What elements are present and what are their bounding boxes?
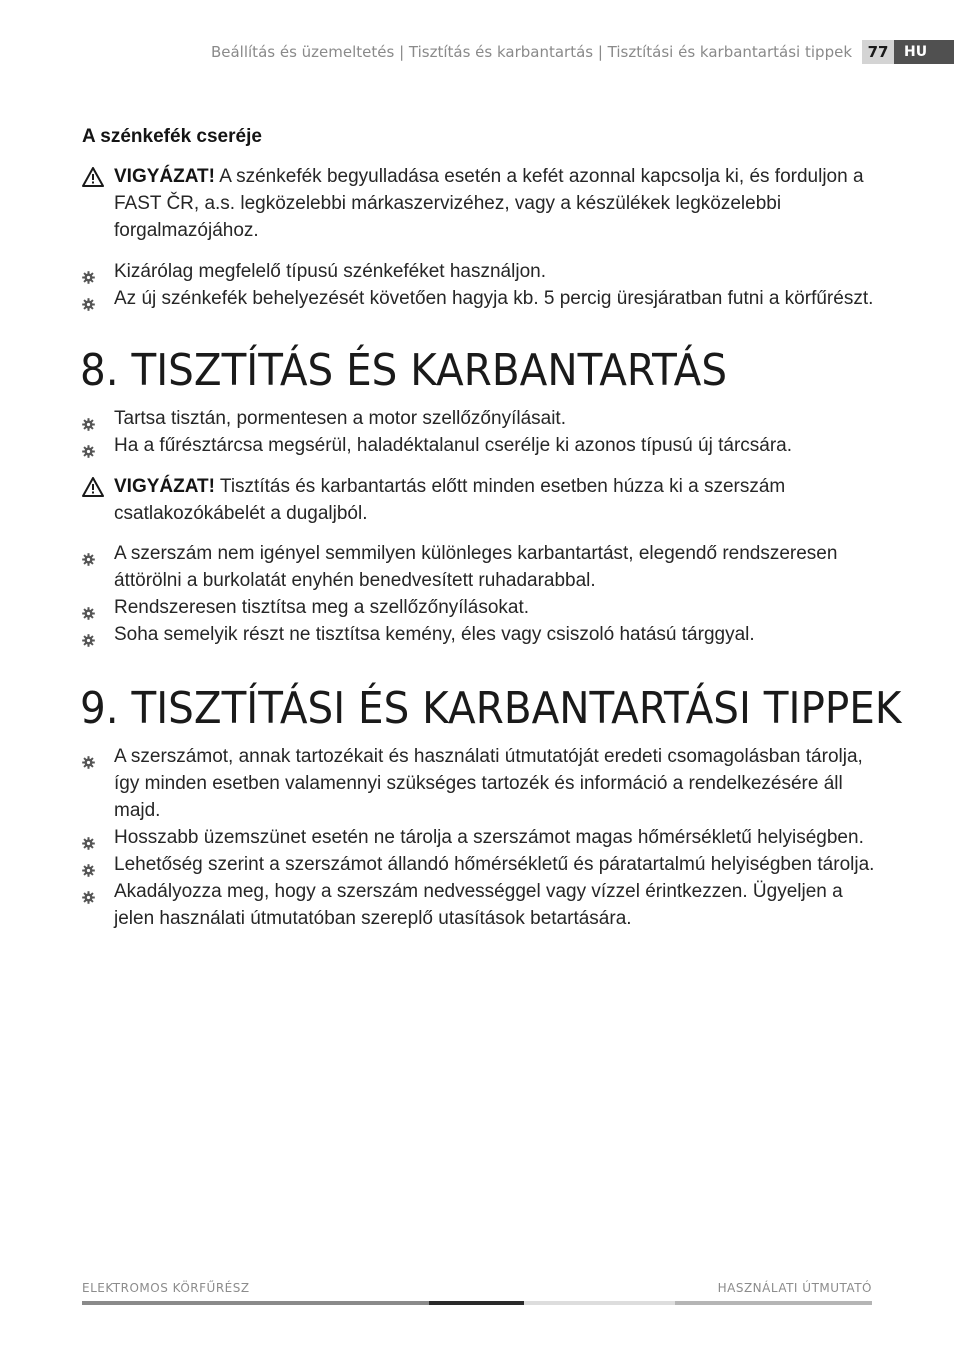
section-8-list-a <box>82 405 882 459</box>
gear-bullet-icon <box>82 885 95 898</box>
gear-bullet-icon <box>82 628 95 641</box>
section-8-list-b <box>82 540 882 648</box>
footer-manual-label: HASZNÁLATI ÚTMUTATÓ <box>717 1281 872 1295</box>
list-item-text: Kizárólag megfelelő típusú szénkeféket használjon. <box>114 261 546 282</box>
list-item-text: Rendszeresen tisztítsa meg a szellőzőnyílásokat. <box>114 597 530 618</box>
list-item-text: Tartsa tisztán, pormentesen a motor szellőzőnyílásait. <box>114 408 566 429</box>
list-item-text: Akadályozza meg, hogy a szerszám nedvességgel vagy vízzel érintkezzen. Ügyeljen a jelen használati útmutatóban szereplő utasítások betartására. <box>114 881 843 929</box>
list-item <box>82 405 882 432</box>
list-item <box>82 432 882 459</box>
list-item <box>82 851 882 878</box>
warning-word: VIGYÁZAT! <box>114 476 215 497</box>
list-item <box>82 285 882 312</box>
gear-bullet-icon <box>82 858 95 871</box>
warning-word: VIGYÁZAT! <box>114 166 215 187</box>
list-item <box>82 594 882 621</box>
list-item-text: Soha semelyik részt ne tisztítsa kemény, éles vagy csiszoló hatású tárggyal. <box>114 624 755 645</box>
gear-bullet-icon <box>82 601 95 614</box>
page-number: 77 <box>862 40 894 64</box>
gear-bullet-icon <box>82 547 95 560</box>
footer-bar-segment <box>675 1301 872 1305</box>
warning-carbon-brush <box>82 163 872 244</box>
list-item <box>82 540 882 594</box>
list-item <box>82 258 882 285</box>
list-item-text: Ha a fűrésztárcsa megsérül, haladéktalanul cserélje ki azonos típusú új tárcsára. <box>114 435 793 456</box>
gear-bullet-icon <box>82 439 95 452</box>
gear-bullet-icon <box>82 412 95 425</box>
language-badge: HU <box>894 40 954 64</box>
warning-text: Tisztítás és karbantartás előtt minden esetben húzza ki a szerszám csatlakozókábelét a dugaljból. <box>114 476 786 524</box>
footer-bar-segment <box>524 1301 675 1305</box>
warning-triangle-icon <box>82 167 104 187</box>
section-9-title: 9. TISZTÍTÁSI ÉS KARBANTARTÁSI TIPPEK <box>80 683 902 734</box>
list-item <box>82 743 882 824</box>
page-header <box>211 40 954 64</box>
list-item-text: A szerszámot, annak tartozékait és használati útmutatóját eredeti csomagolásban tárolja, így minden esetben valamennyi szükséges tartozék és információ a rendelkezésére áll majd. <box>114 746 863 821</box>
gear-bullet-icon <box>82 750 95 763</box>
gear-bullet-icon <box>82 265 95 278</box>
list-item-text: A szerszám nem igényel semmilyen különleges karbantartást, elegendő rendszeresen áttörölni a burkolatát enyhén benedvesített ruhadarabbal. <box>114 543 838 591</box>
section-9-list <box>82 743 882 932</box>
carbon-brush-list <box>82 258 882 312</box>
list-item <box>82 824 882 851</box>
list-item <box>82 878 882 932</box>
list-item-text: Lehetőség szerint a szerszámot állandó hőmérsékletű és páratartalmú helyiségben tárolja. <box>114 854 875 875</box>
section-8-title: 8. TISZTÍTÁS ÉS KARBANTARTÁS <box>80 345 728 396</box>
footer-product-name: ELEKTROMOS KÖRFŰRÉSZ <box>82 1281 250 1295</box>
footer-bar-segment <box>429 1301 524 1305</box>
warning-text: A szénkefék begyulladása esetén a kefét azonnal kapcsolja ki, és forduljon a FAST ČR, a.s. legközelebbi márkaszervizéhez, vagy a készülékek legközelebbi forgalmazójához. <box>114 166 864 241</box>
carbon-brush-heading: A szénkefék cseréje <box>82 126 262 147</box>
list-item-text: Az új szénkefék behelyezését követően hagyja kb. 5 percig üresjáratban futni a körfűrészt. <box>114 288 874 309</box>
warning-cleaning <box>82 473 872 527</box>
gear-bullet-icon <box>82 292 95 305</box>
warning-triangle-icon <box>82 477 104 497</box>
list-item <box>82 621 882 648</box>
footer-bar-segment <box>82 1301 429 1305</box>
breadcrumb: Beállítás és üzemeltetés | Tisztítás és karbantartás | Tisztítási és karbantartási tippek <box>210 43 852 61</box>
list-item-text: Hosszabb üzemszünet esetén ne tárolja a szerszámot magas hőmérsékletű helyiségben. <box>114 827 864 848</box>
gear-bullet-icon <box>82 831 95 844</box>
